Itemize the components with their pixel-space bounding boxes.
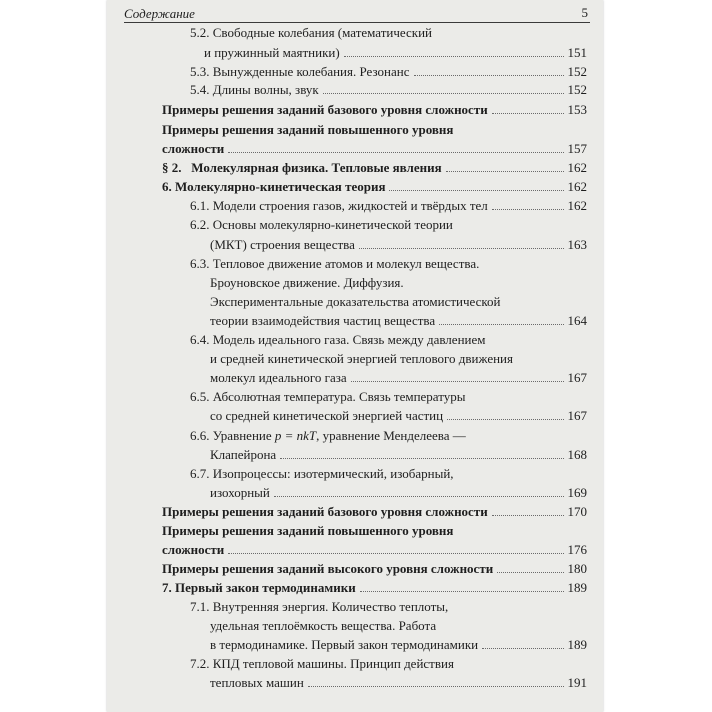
toc-entry-title: 6.1. Модели строения газов, жидкостей и твёрдых тел xyxy=(190,198,488,213)
toc-entry-advanced-examples-1-line-2: сложности xyxy=(162,141,225,156)
toc-page-number: 170 xyxy=(567,504,587,519)
toc-entry-advanced-examples-1-line-1: Примеры решения заданий повышенного уровня xyxy=(162,122,454,137)
toc-entry-6-3-line-4: теории взаимодействия частиц вещества xyxy=(210,313,436,328)
leader-dots xyxy=(228,549,563,554)
toc-page-number: 162 xyxy=(567,160,587,175)
toc-page-number: 191 xyxy=(567,675,587,690)
toc-entry-5-3[interactable] xyxy=(190,63,587,81)
toc-page-number: 176 xyxy=(567,542,587,557)
leader-dots xyxy=(439,320,563,325)
toc-page-number: 168 xyxy=(567,447,587,462)
toc-page-number: 157 xyxy=(567,141,587,156)
toc-entry-6-6-suffix: , уравнение Менделеева — xyxy=(316,428,466,443)
toc-entry-advanced-examples-1[interactable] xyxy=(162,140,587,158)
toc-entry-basic-examples-2[interactable] xyxy=(162,503,587,521)
toc-page-number: 167 xyxy=(567,408,587,423)
toc-entry-6-6-prefix: 6.6. Уравнение xyxy=(190,428,275,443)
toc-entry-6-6[interactable] xyxy=(210,446,587,464)
toc-entry-7-1-line-1: 7.1. Внутренняя энергия. Количество теплоты, xyxy=(190,599,449,614)
toc-page-number: 152 xyxy=(567,82,587,97)
toc-entry-6-5-line-2: со средней кинетической энергией частиц xyxy=(210,408,444,423)
leader-dots xyxy=(274,492,564,497)
toc-entry-5-2[interactable] xyxy=(204,44,587,62)
toc-entry-5-4[interactable] xyxy=(190,81,587,99)
toc-page-number: 189 xyxy=(567,580,587,595)
toc-page-number: 167 xyxy=(567,370,587,385)
leader-dots xyxy=(497,568,563,573)
toc-entry-6-3-line-3: Экспериментальные доказательства атомистической xyxy=(210,294,501,309)
toc-entry-6-5[interactable] xyxy=(210,407,587,425)
toc-entry-7-1-line-2: удельная теплоёмкость вещества. Работа xyxy=(210,618,437,633)
toc-entry-title: § 2. Молекулярная физика. Тепловые явления xyxy=(162,160,442,175)
leader-dots xyxy=(351,377,564,382)
toc-entry-5-2-line-2: и пружинный маятники) xyxy=(204,45,340,60)
toc-entry-advanced-examples-2[interactable] xyxy=(162,541,587,559)
leader-dots xyxy=(492,205,564,210)
toc-entry-6-7-line-2: изохорный xyxy=(210,485,270,500)
toc-entry-title: Примеры решения заданий высокого уровня сложности xyxy=(162,561,494,576)
toc-page-number: 162 xyxy=(567,198,587,213)
toc-entry-7-2-line-2: тепловых машин xyxy=(210,675,304,690)
toc-entry-title: 5.4. Длины волны, звук xyxy=(190,82,319,97)
toc-page-number: 152 xyxy=(567,64,587,79)
toc-entry-7-1-line-3: в термодинамике. Первый закон термодинамики xyxy=(210,637,479,652)
toc-entry-5-2-line-1: 5.2. Свободные колебания (математический xyxy=(190,25,432,40)
toc-entry-6-3[interactable] xyxy=(210,312,587,330)
leader-dots xyxy=(359,244,564,249)
toc-entry-title: Примеры решения заданий базового уровня сложности xyxy=(162,504,488,519)
toc-entry-7-1[interactable] xyxy=(210,636,587,654)
toc-entry-advanced-examples-2-line-2: сложности xyxy=(162,542,225,557)
toc-page-number: 180 xyxy=(567,561,587,576)
toc-entry-6-4-line-1: 6.4. Модель идеального газа. Связь между давлением xyxy=(190,332,486,347)
leader-dots xyxy=(414,71,564,76)
leader-dots xyxy=(389,186,563,191)
leader-dots xyxy=(228,148,563,153)
toc-entry-6-2-line-2: (МКТ) строения вещества xyxy=(210,237,355,252)
toc-entry-7-2-line-1: 7.2. КПД тепловой машины. Принцип действия xyxy=(190,656,454,671)
toc-page-number: 153 xyxy=(567,102,587,117)
toc-entry-6-2[interactable] xyxy=(210,236,587,254)
equation-pnkt: p = nkT xyxy=(274,428,317,443)
toc-entry-6-7[interactable] xyxy=(210,484,587,502)
leader-dots xyxy=(280,454,563,459)
toc-entry-6-5-line-1: 6.5. Абсолютная температура. Связь температуры xyxy=(190,389,466,404)
toc-entry-6-4-line-3: молекул идеального газа xyxy=(210,370,347,385)
toc-entry-advanced-examples-2-line-1: Примеры решения заданий повышенного уровня xyxy=(162,523,454,538)
toc-page-number: 151 xyxy=(567,45,587,60)
table-of-contents xyxy=(107,0,603,712)
leader-dots xyxy=(344,52,564,57)
leader-dots xyxy=(360,587,564,592)
toc-entry-6-7-line-1: 6.7. Изопроцессы: изотермический, изобарный, xyxy=(190,466,454,481)
toc-entry-title: 6. Молекулярно-кинетическая теория xyxy=(162,179,386,194)
leader-dots xyxy=(446,167,564,172)
toc-page-number: 169 xyxy=(567,485,587,500)
toc-entry-section-2[interactable] xyxy=(162,159,587,177)
leader-dots xyxy=(323,89,564,94)
toc-entry-title: 7. Первый закон термодинамики xyxy=(162,580,356,595)
toc-entry-chapter-7[interactable] xyxy=(162,579,587,597)
toc-entry-6-6-line-1 xyxy=(190,427,466,445)
toc-entry-6-4-line-2: и средней кинетической энергией теплового движения xyxy=(210,351,513,366)
toc-entry-chapter-6[interactable] xyxy=(162,178,587,196)
toc-entry-title: 5.3. Вынужденные колебания. Резонанс xyxy=(190,64,410,79)
toc-entry-basic-examples-1[interactable] xyxy=(162,101,587,119)
leader-dots xyxy=(308,682,564,687)
toc-page-number: 164 xyxy=(567,313,587,328)
toc-entry-7-2[interactable] xyxy=(210,674,587,692)
toc-entry-title: Примеры решения заданий базового уровня сложности xyxy=(162,102,488,117)
toc-page-number: 189 xyxy=(567,637,587,652)
header-section-title: Содержание xyxy=(124,6,195,21)
toc-entry-6-1[interactable] xyxy=(190,197,587,215)
header-page-number: 5 xyxy=(581,5,588,20)
leader-dots xyxy=(492,511,564,516)
toc-entry-high-examples[interactable] xyxy=(162,560,587,578)
leader-dots xyxy=(482,644,563,649)
leader-dots xyxy=(447,415,563,420)
toc-page-number: 163 xyxy=(567,237,587,252)
book-page xyxy=(107,0,603,712)
toc-entry-6-6-line-2: Клапейрона xyxy=(210,447,277,462)
toc-entry-6-2-line-1: 6.2. Основы молекулярно-кинетической теории xyxy=(190,217,453,232)
toc-page-number: 162 xyxy=(567,179,587,194)
leader-dots xyxy=(492,109,564,114)
toc-entry-6-3-line-2: Броуновское движение. Диффузия. xyxy=(210,275,404,290)
toc-entry-6-3-line-1: 6.3. Тепловое движение атомов и молекул вещества. xyxy=(190,256,480,271)
toc-entry-6-4[interactable] xyxy=(210,369,587,387)
